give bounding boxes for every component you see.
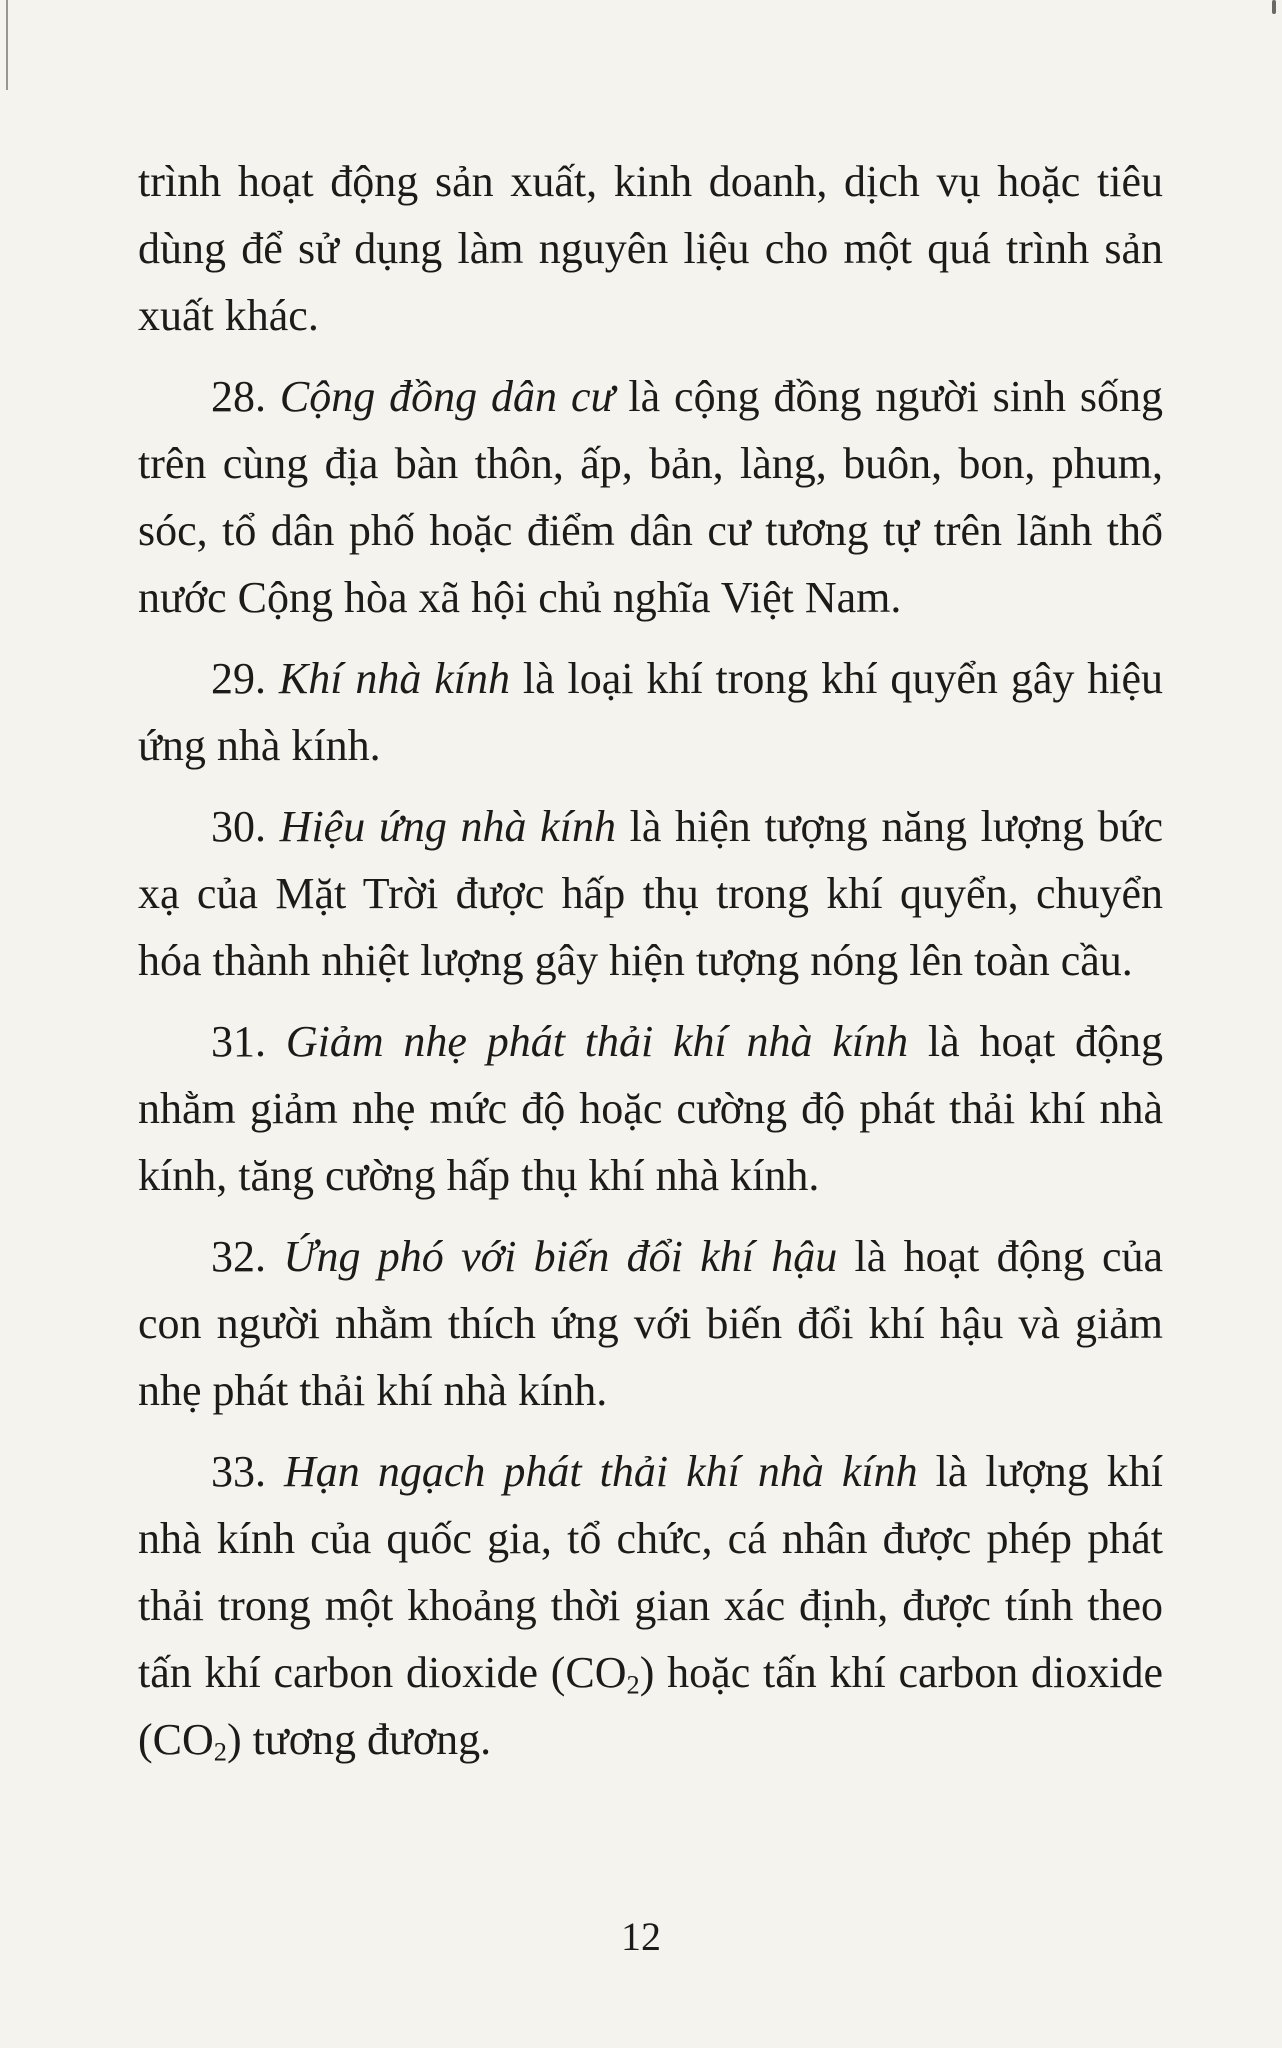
page-body-text <box>138 148 1163 1787</box>
definition-body: là loại khí trong khí quyển gây hiệu ứng nhà kính. <box>138 654 1163 770</box>
subscript-2: 2 <box>626 1669 640 1700</box>
definition-number: 33. <box>211 1447 285 1496</box>
definition-28 <box>138 363 1163 631</box>
definition-term: Giảm nhẹ phát thải khí nhà kính <box>285 1017 909 1066</box>
definition-body: là cộng đồng người sinh sống trên cùng địa bàn thôn, ấp, bản, làng, buôn, bon, phum, sóc, tổ dân phố hoặc điểm dân cư tương tự trên lãnh thổ nước Cộng hòa xã hội chủ nghĩa Việt Nam. <box>138 372 1164 622</box>
definition-number: 29. <box>211 654 279 703</box>
definition-33 <box>138 1438 1163 1773</box>
definition-term: Khí nhà kính <box>278 654 510 703</box>
definition-term: Cộng đồng dân cư <box>279 372 615 421</box>
definition-body: là hiện tượng năng lượng bức xạ của Mặt Trời được hấp thụ trong khí quyển, chuyển hóa thành nhiệt lượng gây hiện tượng nóng lên toàn cầu. <box>138 802 1164 985</box>
definition-number: 30. <box>211 802 280 851</box>
definition-number: 28. <box>211 372 280 421</box>
definition-term: Hiệu ứng nhà kính <box>279 802 616 851</box>
definition-number: 31. <box>211 1017 286 1066</box>
definition-number: 32. <box>211 1232 284 1281</box>
definition-body-part: ) hoặc tấn khí carbon dioxide (CO <box>138 1648 1163 1764</box>
page-corner-mark <box>1272 0 1276 14</box>
definition-32 <box>138 1223 1163 1424</box>
subscript-2: 2 <box>213 1736 227 1767</box>
page-number: 12 <box>621 1914 661 1959</box>
paragraph-continuation <box>138 148 1163 349</box>
definition-body: là hoạt động nhằm giảm nhẹ mức độ hoặc cường độ phát thải khí nhà kính, tăng cường hấp thụ khí nhà kính. <box>138 1017 1163 1200</box>
page-edge-mark <box>6 0 8 90</box>
definition-body: là hoạt động của con người nhằm thích ứng với biến đổi khí hậu và giảm nhẹ phát thải khí nhà kính. <box>138 1232 1164 1415</box>
definition-term: Ứng phó với biến đổi khí hậu <box>283 1232 838 1281</box>
definition-body-part: ) tương đương. <box>226 1715 492 1764</box>
definition-29 <box>138 645 1163 779</box>
definition-body-part: là lượng khí nhà kính của quốc gia, tổ chức, cá nhân được phép phát thải trong một khoảng thời gian xác định, được tính theo tấn khí carbon dioxide (CO <box>138 1447 1163 1697</box>
definition-30 <box>138 793 1163 994</box>
definition-term: Hạn ngạch phát thải khí nhà kính <box>284 1447 918 1496</box>
paragraph-body: trình hoạt động sản xuất, kinh doanh, dịch vụ hoặc tiêu dùng để sử dụng làm nguyên liệu cho một quá trình sản xuất khác. <box>138 157 1163 340</box>
definition-31 <box>138 1008 1163 1209</box>
